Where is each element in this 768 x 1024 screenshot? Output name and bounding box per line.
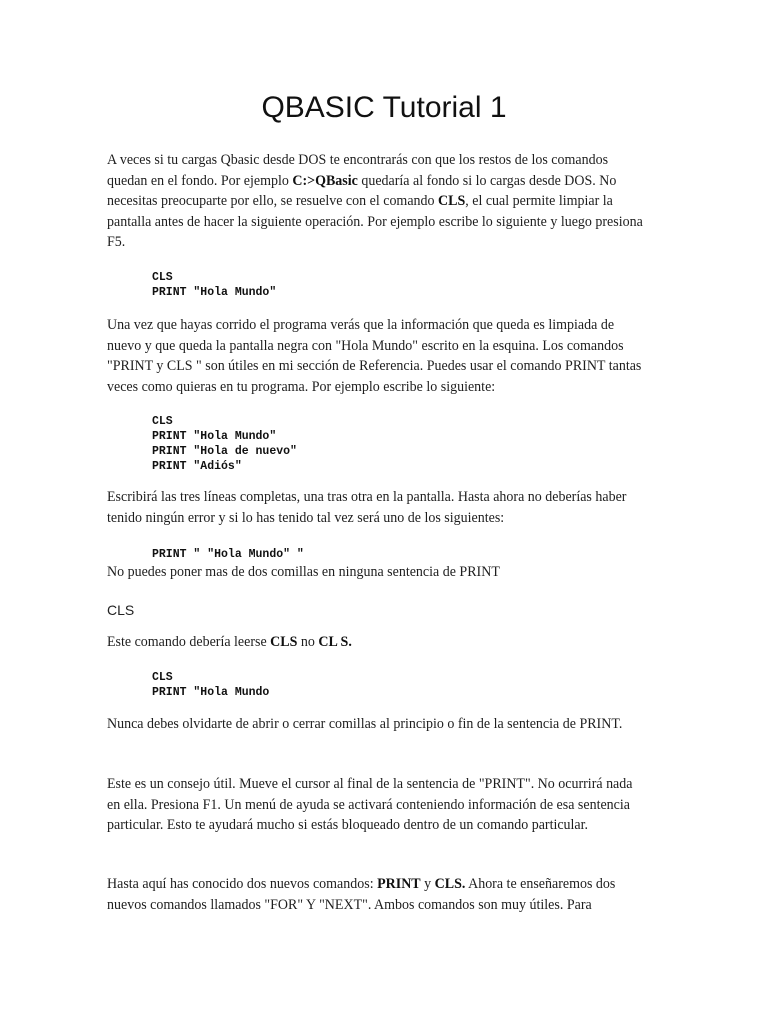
code-line: PRINT "Hola Mundo"	[152, 286, 277, 299]
text: Ahora te enseñaremos dos nuevos comandos llamados "FOR" Y "NEXT". Ambos comandos son muy útiles. Para	[107, 876, 616, 913]
paragraph-help-tip: Este es un consejo útil. Mueve el cursor al final de la sentencia de "PRINT". No ocurrirá nada en ella. Presiona F1. Un menú de ayuda se activará conteniendo información de esa sentencia particular. Esto te ayudará mucho si estás bloqueado dentro de un comando particular.	[107, 776, 633, 833]
code-line: PRINT "Hola de nuevo"	[152, 445, 297, 458]
code-block-4	[152, 670, 269, 700]
text: Este comando debería leerse	[107, 634, 271, 650]
code-line: CLS	[152, 271, 173, 284]
text: , el cual permite limpiar la pantalla antes de hacer la siguiente operación. Por ejemplo escribe lo siguiente y luego presiona F5.	[107, 193, 643, 250]
paragraph-quotes-tip: Nunca debes olvidarte de abrir o cerrar comillas al principio o fin de la sentencia de PRINT.	[107, 716, 623, 732]
text: no	[297, 634, 319, 650]
code-line: CLS	[152, 415, 173, 428]
paragraph-cls-spelling	[107, 632, 647, 653]
text: A veces si tu cargas Qbasic desde DOS te encontrarás con que los restos de los comandos quedan en el fondo. Por ejemplo	[107, 152, 609, 189]
code-block-3	[152, 547, 304, 562]
text: y	[420, 876, 435, 892]
text: Hasta aquí has conocido dos nuevos comandos:	[107, 876, 378, 892]
code-line: PRINT "Hola Mundo	[152, 686, 270, 699]
page-title: QBASIC Tutorial 1	[261, 91, 507, 124]
bold-text: C:>QBasic	[292, 172, 358, 189]
code-block-2	[152, 414, 297, 474]
code-line: PRINT "Adiós"	[152, 460, 242, 473]
paragraph-quotes-error: No puedes poner mas de dos comillas en ninguna sentencia de PRINT	[107, 564, 500, 580]
paragraph-errors: Escribirá las tres líneas completas, una tras otra en la pantalla. Hasta ahora no deberías haber tenido ningún error y si lo has tenido tal vez será uno de los siguientes:	[107, 489, 627, 526]
bold-text: CLS.	[434, 876, 466, 892]
cls-label: CLS	[107, 602, 135, 618]
paragraph-after-run: Una vez que hayas corrido el programa verás que la información que queda es limpiada de nuevo y que queda la pantalla negra con "Hola Mundo" escrito en la esquina. Los comandos "PRINT y CLS " son útiles en mi sección de Referencia. Puedes usar el comando PRINT tantas veces como quieras en tu programa. Por ejemplo escribe lo siguiente:	[107, 317, 642, 395]
bold-text: CLS	[438, 193, 466, 209]
paragraph-next-commands	[107, 874, 647, 915]
text: quedaría al fondo si lo cargas desde DOS. No necesitas preocuparte por ello, se resuelve con el comando	[107, 172, 617, 209]
code-block-1	[152, 270, 276, 300]
bold-text: CL S.	[318, 634, 352, 650]
bold-text: PRINT	[377, 876, 421, 892]
bold-text: CLS	[270, 634, 298, 650]
paragraph-intro	[107, 150, 647, 253]
code-line: PRINT "Hola Mundo"	[152, 430, 277, 443]
code-line: CLS	[152, 671, 173, 684]
code-line: PRINT " "Hola Mundo" "	[152, 548, 304, 561]
